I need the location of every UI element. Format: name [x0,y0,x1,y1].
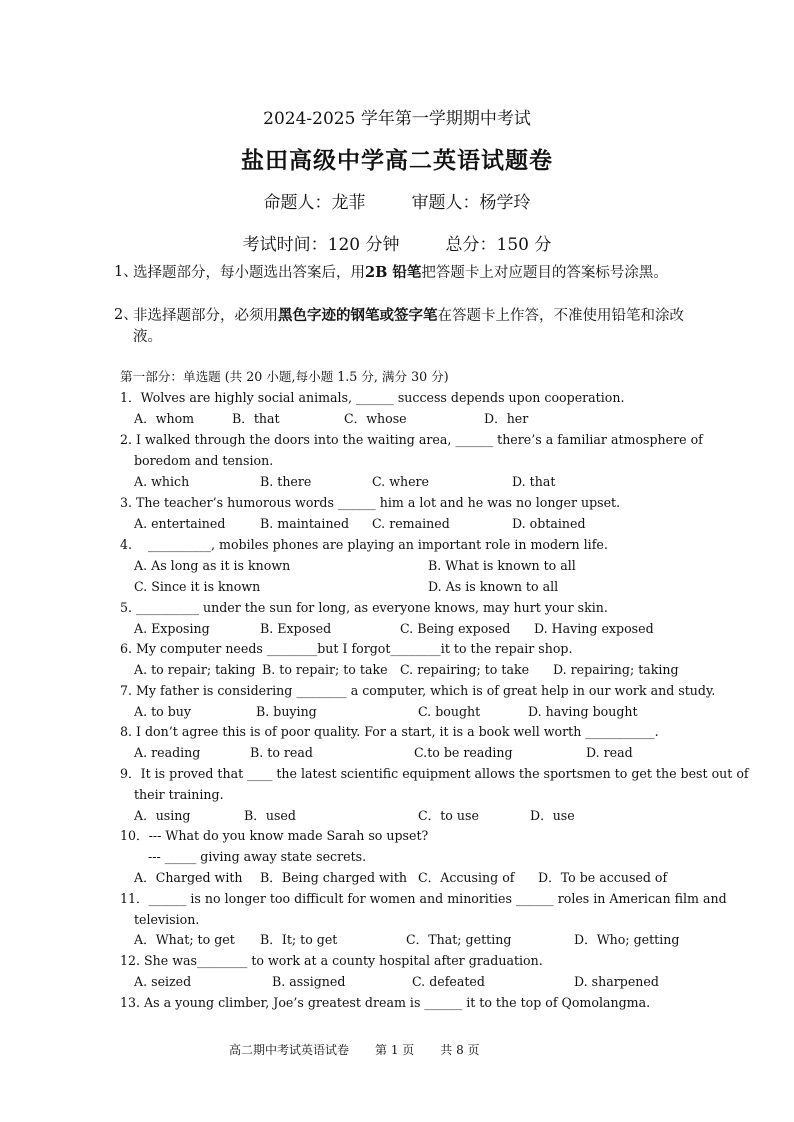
setter-reviewer-line [0,188,794,213]
question-7-options [134,704,694,720]
question-13-stem: 13. As a young climber, Joe’s greatest dream is ______ it to the top of Qomolangma. [120,995,651,1010]
option-a: A．using [134,808,191,823]
instruction-emphasis: 黑色字迹的钢笔或签字笔 [278,307,438,324]
section-title: 第一部分：单选题 (共 20 小题,每小题 1.5 分, 满分 30 分) [120,369,449,384]
instruction-2 [114,305,686,348]
footer-doc-name: 高二期中考试英语试卷 [229,1043,350,1057]
option-c: C．That; getting [406,932,512,947]
question-8-options [134,745,694,761]
question-9-stem-cont: their training. [134,787,224,802]
exam-duration: 考试时间：120 分钟 [242,235,400,255]
footer-page-number: 第 1 页 [375,1043,415,1057]
option-a: A. Exposing [134,621,210,636]
option-b: B. maintained [260,516,350,531]
question-5-stem: 5. __________ under the sun for long, as everyone knows, may hurt your skin. [120,600,608,615]
option-b: B．Being charged with [260,870,408,885]
question-6-options [134,662,694,678]
question-4-options-row1 [134,558,694,574]
instruction-emphasis: 2B 铅笔 [365,264,422,281]
option-b: B. What is known to all [428,558,576,573]
option-d: D. As is known to all [428,579,559,594]
instruction-number: 2、 [114,307,138,323]
question-11-options [134,932,694,948]
option-d: D．use [530,808,575,823]
question-9-stem: 9．It is proved that ____ the latest scientific equipment allows the sportsmen to get the best out of [120,766,749,781]
reviewer-name: 审题人：杨学玲 [411,193,531,213]
option-b: B. assigned [272,974,346,989]
option-a: A. which [134,474,190,489]
instruction-text: 在答题卡上作答，不准使用铅笔和涂改液。 [133,308,684,345]
question-11-stem: 11．______ is no longer too difficult for women and minorities ______ roles in American film and [120,891,727,906]
option-d: D. obtained [512,516,586,531]
option-c: C. bought [418,704,481,719]
question-1-stem: 1．Wolves are highly social animals, ______ success depends upon cooperation. [120,390,625,405]
option-a: A. entertained [134,516,226,531]
option-c: C. where [372,474,430,489]
option-d: D. read [586,745,633,760]
question-12-stem: 12. She was________ to work at a county hospital after graduation. [120,953,543,968]
option-d: D．To be accused of [538,870,668,885]
question-9-options [134,808,694,824]
paper-title: 盐田高级中学高二英语试题卷 [241,147,553,174]
instruction-text: 选择题部分，每小题选出答案后，用 [133,265,365,281]
option-d: D．her [484,411,529,426]
question-3-options [134,516,694,532]
option-b: B. there [260,474,312,489]
option-d: D．Who; getting [574,932,680,947]
option-a: A. to repair; taking [134,662,256,677]
option-d: D. Having exposed [534,621,654,636]
option-c: C．to use [418,808,479,823]
option-a: A．What; to get [134,932,235,947]
question-8-stem: 8. I don’t agree this is of poor quality. For a start, it is a book well worth ___________. [120,724,659,739]
option-b: B. Exposed [260,621,332,636]
option-d: D. that [512,474,556,489]
option-a: A. to buy [134,704,192,719]
option-a: A. seized [134,974,192,989]
question-4-options-row2 [134,579,694,595]
instruction-number: 1、 [114,264,138,280]
option-a: A. As long as it is known [134,558,291,573]
question-11-stem-cont: television. [134,912,200,927]
option-c: C. Since it is known [134,579,261,594]
total-score: 总分：150 分 [445,235,552,255]
option-b: B. buying [256,704,317,719]
option-a: A. reading [134,745,201,760]
option-c: C．whose [344,411,407,426]
time-score-line [0,230,794,255]
instruction-text: 非选择题部分，必须用 [133,308,278,324]
option-b: B．used [244,808,296,823]
option-c: C. remained [372,516,450,531]
option-b: B．that [232,411,280,426]
setter-name: 命题人：龙菲 [263,193,366,213]
option-d: D. repairing; taking [553,662,679,677]
option-c: C. repairing; to take [400,662,530,677]
option-c: C. Being exposed [400,621,511,636]
option-d: D. sharpened [574,974,659,989]
instruction-text: 把答题卡上对应题目的答案标号涂黑。 [421,265,668,281]
question-10-stem: 10．--- What do you know made Sarah so upset? [120,828,429,843]
exam-heading: 2024-2025 学年第一学期期中考试 [263,109,531,129]
option-c: C．Accusing of [418,870,515,885]
question-1-options [134,411,694,427]
question-2-stem: 2. I walked through the doors into the waiting area, ______ there’s a familiar atmosphere of [120,432,703,447]
question-12-options [134,974,694,990]
question-7-stem: 7. My father is considering ________ a computer, which is of great help in our work and study. [120,683,716,698]
question-3-stem: 3. The teacher’s humorous words ______ him a lot and he was no longer upset. [120,495,621,510]
footer-total-pages: 共 8 页 [440,1043,480,1057]
question-6-stem: 6. My computer needs ________but I forgot________it to the repair shop. [120,641,573,656]
option-a: A．whom [134,411,195,426]
question-10-stem-cont: --- _____ giving away state secrets. [148,849,367,864]
question-2-options [134,474,694,490]
option-d: D. having bought [528,704,638,719]
question-4-stem: 4. __________, mobiles phones are playing an important role in modern life. [120,537,608,552]
instruction-1 [114,262,686,284]
option-b: B．It; to get [260,932,338,947]
question-2-stem-cont: boredom and tension. [134,453,274,468]
question-5-options [134,621,694,637]
page-footer [229,1041,506,1058]
option-a: A．Charged with [134,870,243,885]
option-b: B. to read [250,745,313,760]
question-10-options [134,870,694,886]
option-b: B. to repair; to take [262,662,388,677]
option-c: C. defeated [412,974,485,989]
option-c: C.to be reading [414,745,513,760]
